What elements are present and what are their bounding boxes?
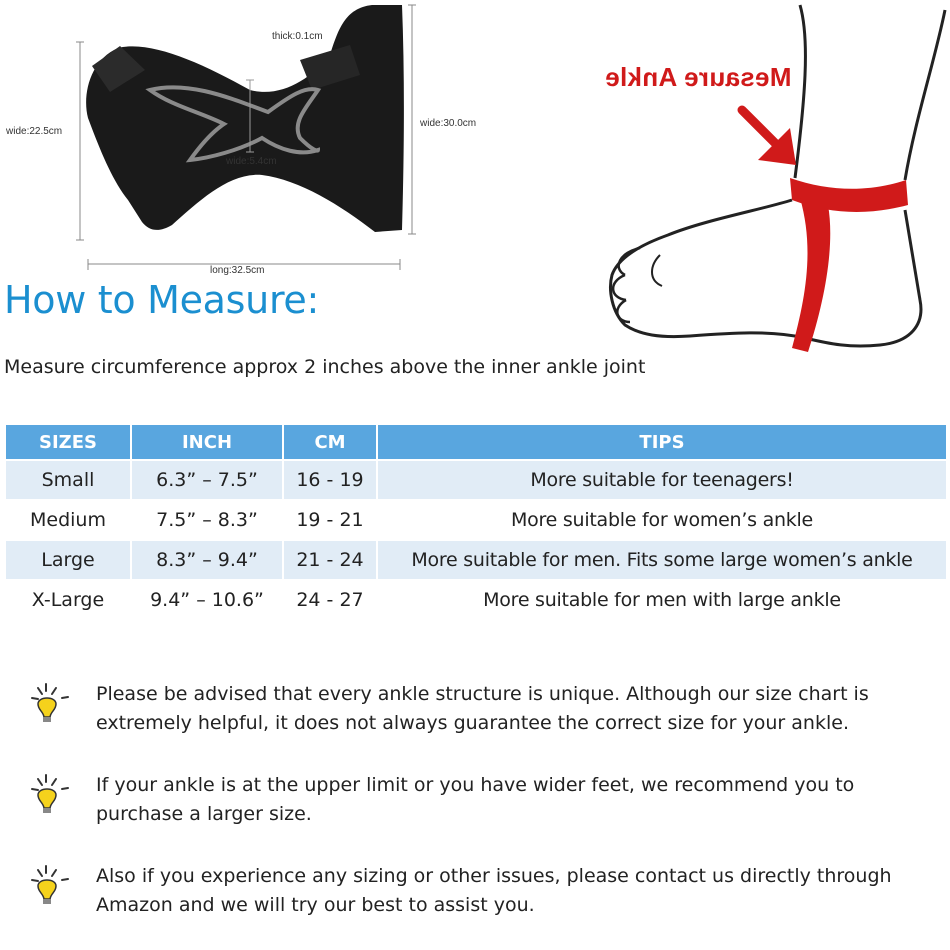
left-width-label: wide:22.5cm [6, 126, 63, 137]
size-cell: Small [6, 461, 130, 499]
right-width-label: wide:30.0cm [420, 118, 477, 129]
foot-measure-image [590, 0, 950, 360]
ankle-brace-image [0, 0, 480, 290]
column-header-sizes: SIZES [6, 425, 130, 459]
size-cell: Large [6, 541, 130, 579]
page-title: How to Measure: [4, 278, 320, 322]
cm-cell: 19 - 21 [284, 501, 376, 539]
center-width-label: wide:5.4cm [226, 156, 277, 167]
lightbulb-icon [22, 862, 74, 908]
cm-cell: 24 - 27 [284, 581, 376, 619]
table-row [6, 501, 946, 539]
table-row [6, 541, 946, 579]
size-chart-table [4, 423, 948, 621]
table-row [6, 581, 946, 619]
measure-instruction: Measure circumference approx 2 inches above the inner ankle joint [4, 356, 646, 378]
inch-cell: 9.4” – 10.6” [132, 581, 282, 619]
tip-cell: More suitable for men with large ankle [378, 581, 946, 619]
length-label: long:32.5cm [210, 265, 265, 276]
table-row [6, 461, 946, 499]
measure-ankle-label: Mesaure Ankle [605, 62, 792, 92]
inch-cell: 8.3” – 9.4” [132, 541, 282, 579]
tip-cell: More suitable for women’s ankle [378, 501, 946, 539]
lightbulb-icon [22, 771, 74, 817]
inch-cell: 6.3” – 7.5” [132, 461, 282, 499]
cm-cell: 21 - 24 [284, 541, 376, 579]
tip-cell: More suitable for teenagers! [378, 461, 946, 499]
inch-cell: 7.5” – 8.3” [132, 501, 282, 539]
note-text: If your ankle is at the upper limit or you have wider feet, we recommend you to purchase a larger size. [96, 774, 855, 825]
foot-illustration [590, 0, 950, 360]
cm-cell: 16 - 19 [284, 461, 376, 499]
product-diagram [0, 0, 480, 290]
size-cell: X-Large [6, 581, 130, 619]
lightbulb-icon [22, 680, 74, 726]
tip-cell: More suitable for men. Fits some large women’s ankle [378, 541, 946, 579]
thickness-label: thick:0.1cm [272, 31, 323, 42]
note-text: Please be advised that every ankle structure is unique. Although our size chart is extremely helpful, it does not always guarantee the correct size for your ankle. [96, 683, 869, 734]
size-cell: Medium [6, 501, 130, 539]
column-header-tips: TIPS [378, 425, 946, 459]
note-text: Also if you experience any sizing or other issues, please contact us directly through Amazon and we will try our best to assist you. [96, 865, 892, 916]
column-header-inch: INCH [132, 425, 282, 459]
column-header-cm: CM [284, 425, 376, 459]
table-header-row [6, 425, 946, 459]
